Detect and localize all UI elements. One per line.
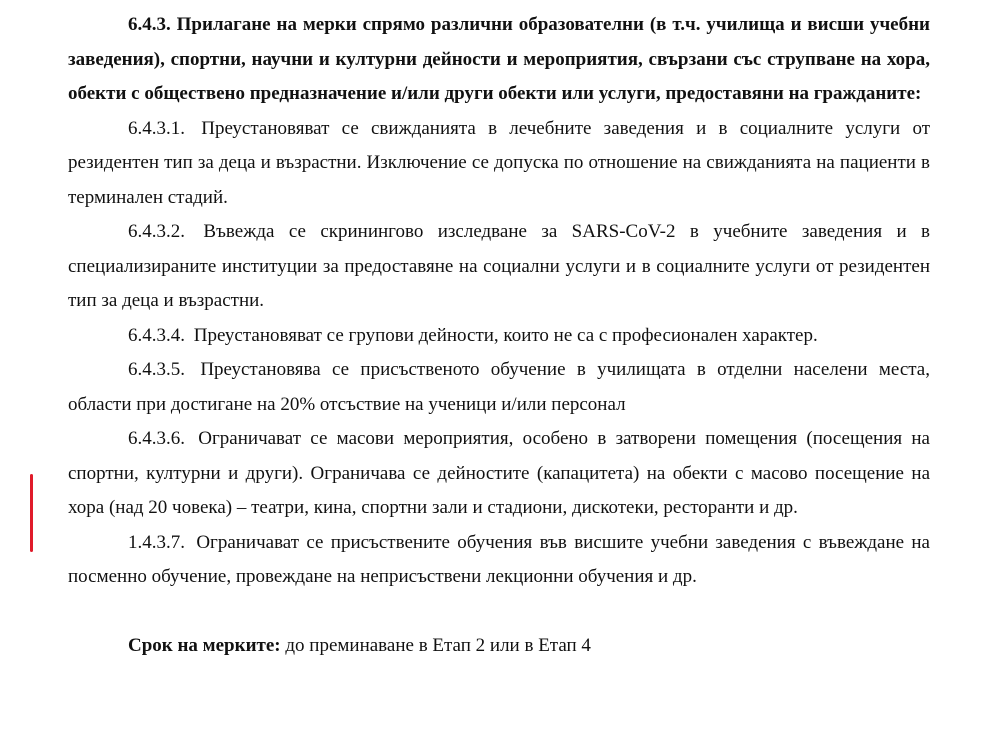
paragraph-number: 6.4.3.5. bbox=[128, 359, 185, 380]
paragraph-number: 6.4.3.1. bbox=[128, 117, 185, 139]
paragraph-number: 6.4.3.4. bbox=[128, 324, 185, 346]
spacer bbox=[68, 595, 930, 629]
section-number: 6.4.3. bbox=[128, 14, 171, 35]
section-heading bbox=[68, 8, 930, 112]
paragraph-6-4-3-1 bbox=[68, 112, 930, 216]
paragraph-6-4-3-5 bbox=[68, 353, 930, 422]
paragraph-text: Преустановява се присъственото обучение в училищата в отделни населени места, области при достигане на 20% отсъствие на ученици и/или персонал bbox=[68, 359, 930, 415]
paragraph-1-4-3-7 bbox=[68, 526, 930, 595]
measures-deadline bbox=[68, 629, 930, 664]
paragraph-number: 1.4.3.7. bbox=[128, 531, 185, 553]
red-annotation-marker bbox=[30, 474, 33, 552]
paragraph-6-4-3-4 bbox=[68, 319, 930, 354]
paragraph-text: Ограничават се присъствените обучения във висшите учебни заведения с въвеждане на посменно обучение, провеждане на неприсъствени лекционни обучения и др. bbox=[68, 531, 930, 587]
paragraph-text: Преустановяват се свижданията в лечебните заведения и в социалните услуги от резидентен тип за деца и възрастни. Изключение се допуска по отношение на свижданията на пациенти в терминален стадий. bbox=[68, 117, 931, 208]
paragraph-text: Въвежда се скринингово изследване за SARS-CoV-2 в учебните заведения и в специализираните институции за предоставяне на социални услуги и в социалните услуги от резидентен тип за деца и възрастни. bbox=[68, 221, 930, 311]
paragraph-number: 6.4.3.2. bbox=[128, 221, 185, 242]
section-title: Прилагане на мерки спрямо различни образователни (в т.ч. училища и висши учебни заведения), спортни, научни и културни дейности и мероприятия, свързани със струпване на хора, обекти с обществено предназначение и/или други обекти или услуги, предоставяни на гражданите: bbox=[68, 14, 930, 104]
paragraph-6-4-3-2 bbox=[68, 215, 930, 319]
paragraph-text: Преустановяват се групови дейности, които не са с професионален характер. bbox=[193, 324, 818, 346]
deadline-label: Срок на мерките: bbox=[128, 634, 281, 656]
deadline-text: до преминаване в Етап 2 или в Етап 4 bbox=[285, 634, 591, 656]
paragraph-text: Ограничават се масови мероприятия, особено в затворени помещения (посещения на спортни, културни и други). Ограничава се дейностите (капацитета) на обекти с масово посещение на хора (над 20 човека) – театри, кина, спортни зали и стадиони, дискотеки, ресторанти и др. bbox=[68, 428, 930, 518]
paragraph-6-4-3-6 bbox=[68, 422, 930, 526]
paragraph-number: 6.4.3.6. bbox=[128, 428, 185, 449]
document-page bbox=[68, 8, 930, 663]
